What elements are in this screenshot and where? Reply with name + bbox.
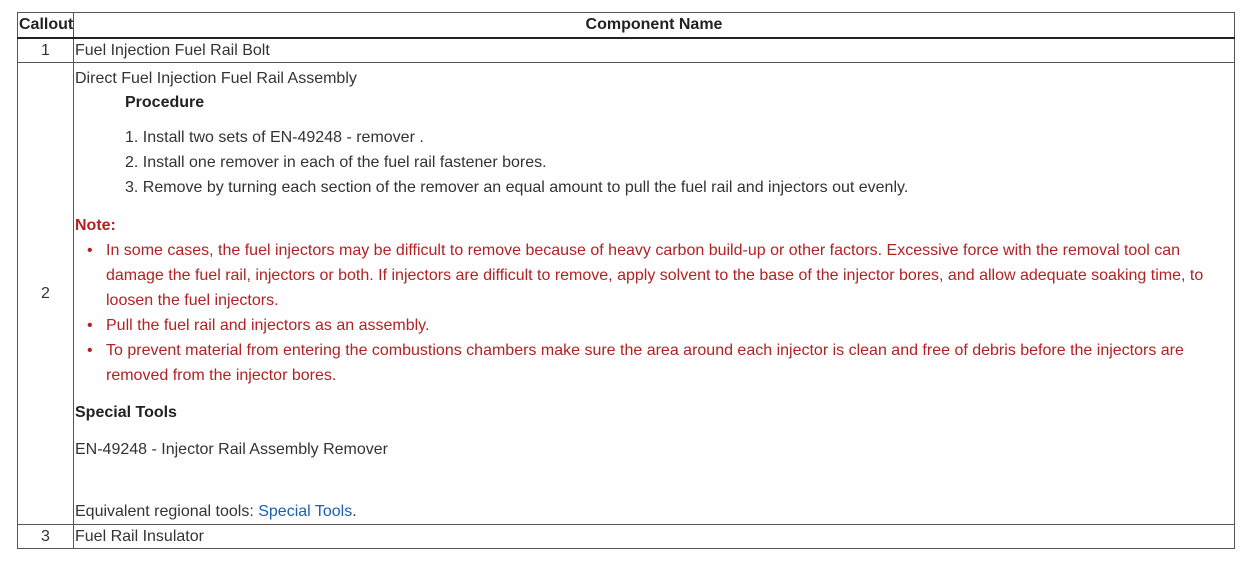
special-tools-link[interactable]: Special Tools [258,503,353,520]
component-table-container [17,12,1235,549]
equivalent-tools-line [75,499,1234,524]
special-tool-item: EN-49248 - Injector Rail Assembly Remover [75,441,389,458]
procedure-step: 2. Install one remover in each of the fuel rail fastener bores. [125,154,547,171]
table-header-row [18,13,1235,39]
component-name-column-header: Component Name [74,13,1235,39]
note-item [87,238,1234,313]
bullet-icon: • [87,242,93,259]
callout-cell: 2 [18,63,74,525]
component-detail-cell [74,63,1235,525]
bullet-icon: • [87,317,93,334]
callout-cell: 3 [18,525,74,549]
callout-cell: 1 [18,38,74,63]
bullet-icon: • [87,342,93,359]
component-table [17,12,1235,549]
note-item [87,338,1234,388]
note-list [75,238,1234,388]
note-text: In some cases, the fuel injectors may be difficult to remove because of heavy carbon build-up or other factors. Excessive force with the removal tool can damage the fuel rail, injectors or both. If injectors are difficult to remove, apply solvent to the base of the injector bores, and allow adequate soaking time, to loosen the fuel injectors. [106,242,1204,309]
note-heading: Note: [75,217,116,234]
table-row [18,63,1235,525]
note-text: Pull the fuel rail and injectors as an assembly. [106,317,430,334]
procedure-step: 1. Install two sets of EN-49248 - remover . [125,129,424,146]
procedure-step: 3. Remove by turning each section of the remover an equal amount to pull the fuel rail and injectors out evenly. [125,179,909,196]
equivalent-tools-prefix: Equivalent regional tools: [75,503,259,520]
equivalent-tools-suffix: . [352,503,357,520]
special-tools-heading: Special Tools [75,404,177,421]
procedure-heading: Procedure [125,94,205,111]
component-title: Direct Fuel Injection Fuel Rail Assembly [75,70,357,87]
note-text: To prevent material from entering the combustions chambers make sure the area around each injector is clean and free of debris before the injectors are removed from the injector bores. [106,342,1184,384]
procedure-steps [75,125,1234,200]
component-name-cell: Fuel Injection Fuel Rail Bolt [74,38,1235,63]
component-name-cell: Fuel Rail Insulator [74,525,1235,549]
note-item [87,313,1234,338]
table-row [18,38,1235,63]
table-row [18,525,1235,549]
callout-column-header: Callout [18,13,74,39]
